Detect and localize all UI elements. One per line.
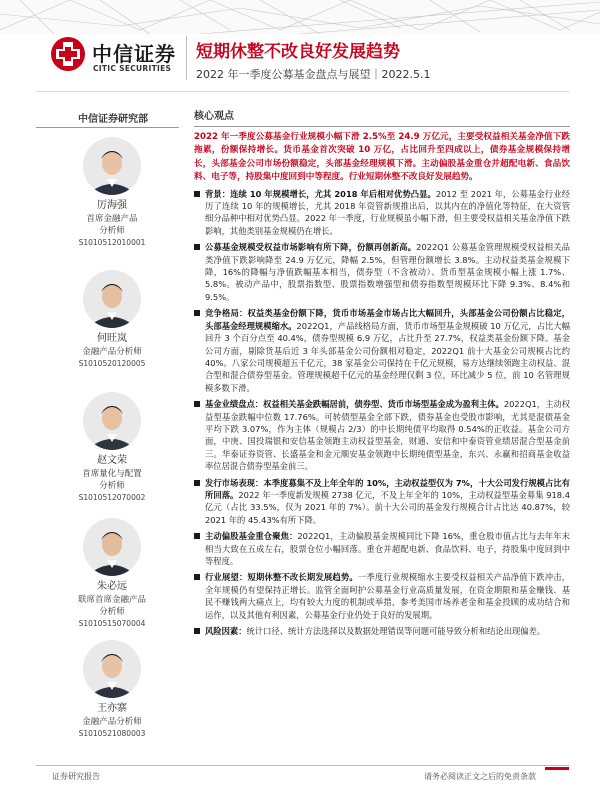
key-point [194, 398, 570, 472]
section-rule [194, 126, 570, 127]
analyst-license-id: S1010512070002 [78, 493, 146, 502]
footer-disclaimer-note: 请务必阅读正文之后的免责条款 [424, 772, 536, 781]
core-views-section [194, 107, 570, 641]
analyst-license-id: S1010512010001 [78, 238, 146, 247]
analyst-card [52, 392, 172, 504]
bullet-square-icon [194, 191, 200, 197]
key-point-text: 2022 年一季度新发规模 2738 亿元，不及上年全年的 10%，主动权益型基金募集 918.4 亿元（占比 33.5%，仅为 2021 年的 7%）。前十大公司的基金发行规模合计占比达 40.87%，较 2021 年的 45.43%有所下降。 [205, 489, 570, 525]
key-point-text: 2012 至 2021 年，公募基金行业经历了连续 10 年的规模增长，尤其 2018 年资管新规推出后，以其内在的净值化等特征，在大资管细分品种中相对优势凸显。2022 年一季度，行业规模虽小幅下滑，但主要受权益相关基金净值下跌影响，其他类别基金规模仍在增长。 [205, 188, 570, 236]
analyst-title-line2: 分析师 [99, 607, 125, 617]
summary-paragraph: 2022 年一季度公募基金行业规模小幅下滑 2.5%至 24.9 万亿元，主要受权益相关基金净值下跌拖累，份额保持增长。货币基金首次突破 10 万亿，占比回升至四成以上，债券基金规模保持增长，头部基金公司市场份额稳定，头部基金经理规模下滑。主动偏股基金重仓并超配电新、食品饮料、电子等，持股集中度回到中等程度。行业短期休整不改良好发展趋势。 [194, 132, 570, 183]
analyst-card [52, 270, 172, 370]
section-title: 核心观点 [194, 111, 234, 122]
analyst-license-id: S1010520120005 [78, 359, 146, 368]
key-point-text: 一季度行业规模缩水主要受权益相关产品净值下跌冲击，全年规模仍有望保持正增长。监管全面呵护公募基金行业高质量发展，在资金期限和基金赚钱、基民不赚钱两大痛点上，均有较大力度的机制或举措，参考美国市场养老金和基金投顾的成功结合和运作，以及其他有利因素，公募基金行业仍处于良好的发展期。 [205, 572, 570, 620]
key-point [194, 530, 570, 567]
bullet-square-icon [194, 401, 200, 407]
key-point-text: 2022Q1，主动偏股基金规模同比下降 16%，重仓股市值占比与去年年末相当大致在五成左右，股票仓位小幅回落。重仓并超配电新、食品饮料、电子，持股集中度回到中等程度。 [205, 531, 570, 566]
analyst-title-line2: 分析师 [99, 481, 125, 491]
key-point-text: 统计口径、统计方法选择以及数据处理错误等问题可能导致分析和结论出现偏差。 [246, 626, 546, 637]
bullet-square-icon [194, 244, 200, 250]
key-point [194, 571, 570, 621]
analyst-name: 朱必远 [97, 581, 127, 592]
key-point [194, 241, 570, 303]
key-point-text: 2022Q1，产品线格局方面，货币市场型基金规模破 10 万亿元，占比大幅回升 3 个百分点至 40.4%，债券型规模 6.9 万亿，占比升至 27.7%，权益类基金份额下降。基金公司方面，剔除货基后近 3 年头部基金公司份额相对稳定，2022Q1 前十大基金公司规模占比约 40%。八家公司规模超五千亿元，38 家基金公司保持在千亿元规模，易方达继续领跑主动权益、混合型和混合债券型基金。管理规模超千亿元的基金经理仅剩 3 位，环比减少 5 位，前 10 名管理规模多数下滑。 [205, 320, 570, 393]
analyst-license-id: S1010515070004 [78, 619, 146, 628]
analyst-name: 厉海强 [97, 200, 127, 211]
analyst-title-line2: 分析师 [99, 226, 125, 236]
report-header [0, 0, 600, 92]
logo-chinese-text: 中信证券 [92, 42, 176, 66]
analyst-title: 金融产品分析师 [82, 717, 142, 727]
key-points-list [194, 188, 570, 638]
footer-report-type: 证券研究报告 [52, 772, 100, 781]
key-point-text: 2022Q1 公募基金管理规模受权益相关品类净值下跌影响降至 24.9 万亿元，降幅 2.5%，但管理份额增长 3.8%。主动权益类基金规模下降，16%的降幅与净值跌幅基本相当，债券型（不含被动）、货币型基金规模小幅上涨 1.7%、5.8%。被动产品中，股票指数型、股票指数增强型和债券指数型规模环比下降 9.3%、8.4%和 9.5%。 [205, 242, 570, 302]
key-point [194, 625, 570, 637]
analyst-license-id: S1010521080003 [78, 729, 146, 738]
analyst-photo [83, 640, 141, 698]
logo-english-text: CITIC SECURITIES [93, 64, 172, 73]
analyst-title: 金融产品分析师 [82, 347, 142, 357]
analyst-photo [83, 270, 141, 328]
analyst-title: 首席金融产品 [86, 214, 138, 224]
analyst-photo [83, 137, 141, 195]
footer-accent-bar [545, 767, 569, 770]
report-title: 短期休整不改良好发展趋势 [196, 42, 400, 62]
bullet-square-icon [194, 480, 200, 486]
analyst-title: 联席首席金融产品 [77, 595, 146, 605]
key-point-lead: 公募基金规模受权益市场影响有所下降，份额再创新高。 [205, 242, 417, 253]
footer-rule [36, 765, 569, 766]
bullet-square-icon [194, 533, 200, 539]
header-rule [36, 91, 569, 92]
key-point-lead: 风险因素： [205, 626, 247, 637]
key-point-text: 2022Q1，主动权益型基金跌幅中位数 17.76%。可转债型基金全部下跌，债券基金也受股市影响，尤其是混债基金平均下跌 3.07%，作为主体（规模占 2/3）的中长期纯债平均取得 0.54%的正收益。基金公司方面，中庚、国投瑞银和安信基金领跑主动权益型基金，财通、安信和中泰资管业绩居混合型基金前三。华泰证券资管、长盛基金和金元顺安基金领跑中长期纯债型基金，东兴、永赢和招商基金收益率位居混合债券型基金前三。 [205, 399, 570, 472]
key-point-lead: 背景：连续 10 年规模增长，尤其 2018 年后相对优势凸显。 [205, 188, 436, 199]
analyst-name: 何旺岚 [97, 333, 127, 344]
analyst-name: 王亦寨 [97, 703, 127, 714]
analyst-title: 首席量化与配置 [82, 469, 142, 479]
key-point-lead: 发行市场表现：本季度募集不及上年全年的 10%，主动权益型仅为 7%，十大公司发行规模占比有所回落。 [205, 477, 570, 500]
key-point-lead: 主动偏股基金重仓聚焦： [205, 531, 298, 542]
institute-name: 中信证券研究部 [78, 114, 148, 125]
bullet-square-icon [194, 574, 200, 580]
bullet-square-icon [194, 628, 200, 634]
bullet-square-icon [194, 310, 200, 316]
analyst-photo [83, 392, 141, 450]
key-point-lead: 基金业绩盘点：权益相关基金跌幅居前，债券型、货币市场型基金成为盈利主体。 [205, 399, 504, 410]
header-divider [186, 36, 187, 80]
citic-logo-icon [50, 36, 86, 72]
analyst-card [52, 518, 172, 630]
institute-rule [36, 127, 179, 128]
analyst-photo [83, 518, 141, 576]
analyst-card [52, 640, 172, 740]
key-point [194, 307, 570, 394]
report-subtitle: 2022 年一季度公募基金盘点与展望｜2022.5.1 [196, 68, 431, 81]
key-point [194, 477, 570, 527]
analyst-card [52, 137, 172, 249]
key-point [194, 188, 570, 238]
key-point-lead: 行业展望：短期休整不改长期发展趋势。 [205, 572, 358, 583]
analyst-name: 赵文荣 [97, 455, 127, 466]
key-point-lead: 竞争格局：权益类基金份额下降，货币市场基金市场占比大幅回升，头部基金公司份额占比稳定，头部基金经理规模缩水。 [205, 308, 570, 331]
